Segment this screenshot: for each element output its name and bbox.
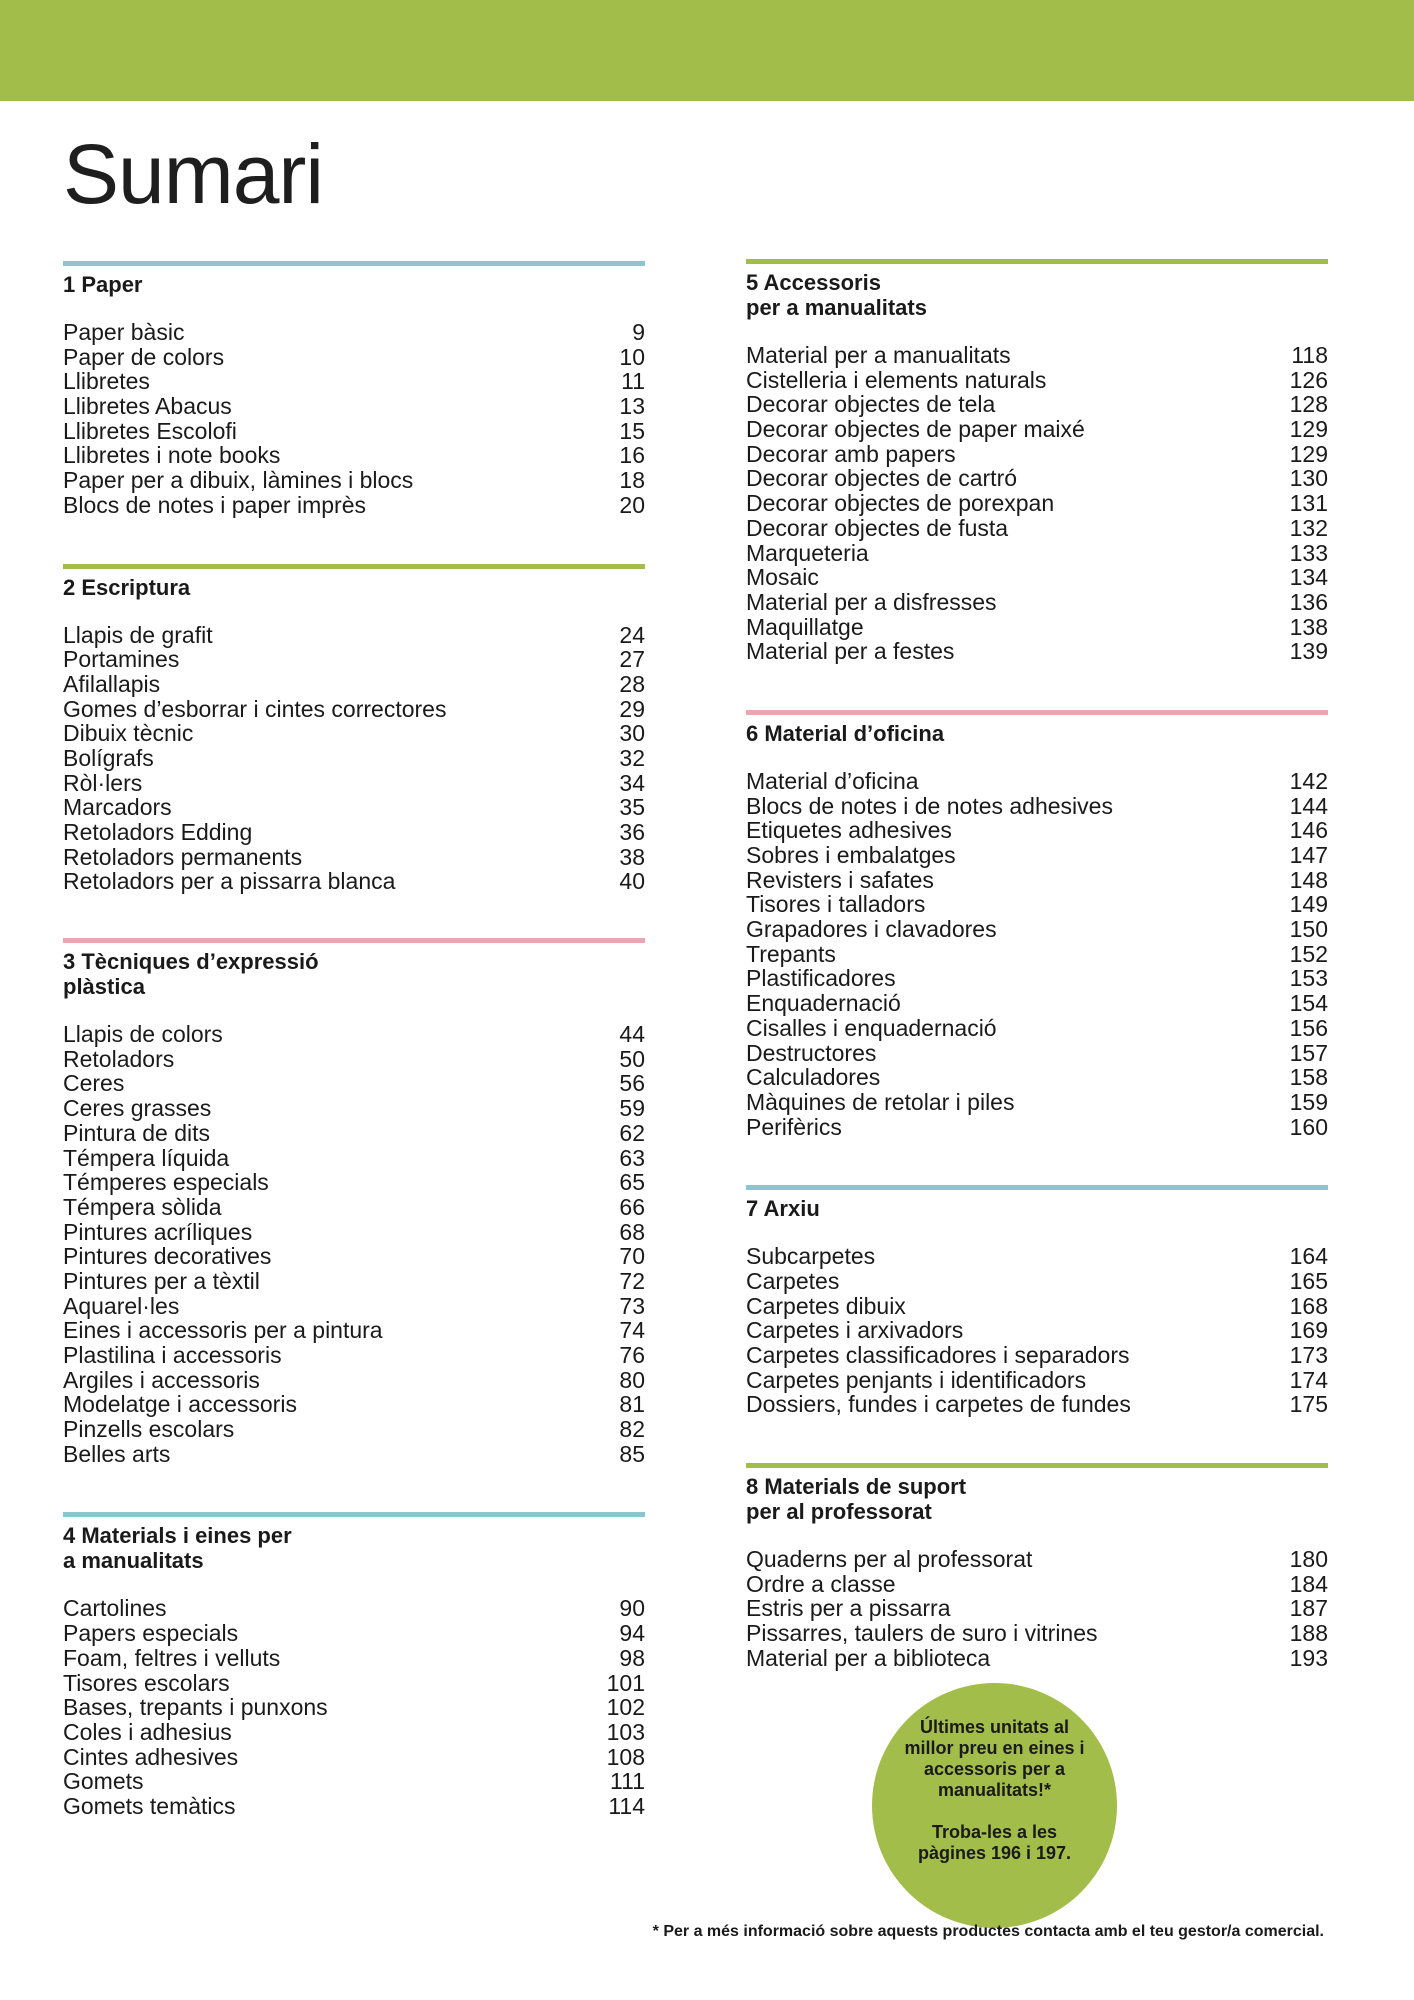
toc-entry[interactable] xyxy=(63,1071,645,1096)
toc-entry-label: Trepants xyxy=(746,940,836,967)
toc-entry-label: Afilallapis xyxy=(63,670,161,697)
toc-entry[interactable] xyxy=(746,417,1328,442)
toc-entry-label: Retoladors xyxy=(63,1045,175,1072)
toc-entry-label: Ceres grasses xyxy=(63,1095,212,1122)
toc-entry-label: Decorar objectes de paper maixé xyxy=(746,416,1085,443)
toc-entry-label: Llibretes xyxy=(63,368,150,395)
toc-entry[interactable] xyxy=(746,1392,1328,1417)
toc-entry-label: Decorar objectes de porexpan xyxy=(746,490,1055,517)
toc-entry-page: 129 xyxy=(1289,440,1328,467)
toc-entry-label: Plastilina i accessoris xyxy=(63,1342,282,1368)
toc-entry-label: Enquadernació xyxy=(746,990,901,1017)
toc-entry-page: 108 xyxy=(606,1743,645,1770)
toc-entry-label: Carpetes penjants i identificadors xyxy=(746,1366,1087,1393)
toc-entry-label: Dossiers, fundes i carpetes de fundes xyxy=(746,1391,1131,1418)
toc-entry-page: 30 xyxy=(619,720,645,747)
toc-entry[interactable] xyxy=(746,442,1328,467)
toc-entry-label: Marqueteria xyxy=(746,539,869,566)
toc-entry[interactable] xyxy=(746,794,1328,819)
toc-entry-label: Bases, trepants i punxons xyxy=(63,1694,328,1721)
toc-entry[interactable] xyxy=(63,1794,645,1819)
toc-entry-page: 153 xyxy=(1289,965,1328,992)
toc-entry-page: 136 xyxy=(1289,588,1328,615)
toc-entry[interactable] xyxy=(746,1621,1328,1646)
toc-entry-page: 44 xyxy=(619,1021,645,1048)
toc-entry-label: Portamines xyxy=(63,646,180,673)
toc-entry-label: Retoladors permanents xyxy=(63,843,303,870)
toc-entry[interactable] xyxy=(746,1596,1328,1621)
toc-entry[interactable] xyxy=(63,1269,645,1294)
toc-entry-page: 129 xyxy=(1289,416,1328,443)
toc-column-right xyxy=(746,259,1328,1671)
toc-entry-page: 73 xyxy=(619,1292,645,1319)
section-title: 1 Paper xyxy=(63,272,143,297)
toc-entry-page: 65 xyxy=(619,1169,645,1196)
toc-entry-label: Pintures decoratives xyxy=(63,1243,272,1270)
toc-entry[interactable] xyxy=(746,516,1328,541)
section-divider xyxy=(746,1185,1328,1190)
toc-entry[interactable] xyxy=(63,1417,645,1442)
toc-entry[interactable] xyxy=(746,466,1328,491)
toc-entry-page: 175 xyxy=(1289,1391,1328,1418)
toc-entry[interactable] xyxy=(63,1318,645,1343)
toc-section xyxy=(746,259,1328,664)
toc-entry-label: Estris per a pissarra xyxy=(746,1595,951,1622)
toc-entry-page: 146 xyxy=(1289,817,1328,844)
toc-entry-page: 168 xyxy=(1289,1292,1328,1319)
toc-entry-page: 148 xyxy=(1289,866,1328,893)
toc-entry[interactable] xyxy=(746,1547,1328,1572)
toc-entry-page: 9 xyxy=(632,319,645,345)
toc-entry-label: Llapis de grafit xyxy=(63,621,213,648)
toc-entry-label: Decorar amb papers xyxy=(746,440,956,467)
promo-badge-pages: Troba-les a les pàgines 196 i 197. xyxy=(917,1822,1072,1863)
toc-entry-page: 118 xyxy=(1291,342,1328,368)
toc-entry-list xyxy=(63,1596,645,1818)
toc-entry-label: Carpetes xyxy=(746,1267,840,1294)
toc-entry[interactable] xyxy=(63,1769,645,1794)
toc-entry-label: Aquarel·les xyxy=(63,1292,180,1319)
toc-section xyxy=(746,710,1328,1139)
toc-entry-page: 159 xyxy=(1289,1088,1328,1115)
toc-section xyxy=(63,1512,645,1818)
toc-entry-label: Gomes d’esborrar i cintes correctores xyxy=(63,695,447,722)
toc-entry-label: Llibretes Abacus xyxy=(63,393,232,420)
toc-entry-label: Etiquetes adhesives xyxy=(746,817,952,844)
toc-entry-label: Cistelleria i elements naturals xyxy=(746,366,1047,393)
toc-entry-label: Coles i adhesius xyxy=(63,1718,232,1745)
toc-entry[interactable] xyxy=(746,991,1328,1016)
toc-entry-label: Destructores xyxy=(746,1039,877,1066)
toc-entry-label: Témpera líquida xyxy=(63,1144,230,1171)
toc-entry-label: Pinzells escolars xyxy=(63,1416,235,1443)
toc-entry-label: Cisalles i enquadernació xyxy=(746,1014,997,1041)
section-divider xyxy=(746,1463,1328,1468)
toc-entry-page: 165 xyxy=(1289,1267,1328,1294)
toc-column-left xyxy=(63,261,645,1819)
toc-entry[interactable] xyxy=(63,1294,645,1319)
toc-entry-page: 56 xyxy=(619,1070,645,1097)
toc-entry-page: 157 xyxy=(1289,1039,1328,1066)
toc-entry-page: 66 xyxy=(619,1193,645,1220)
toc-entry-label: Foam, feltres i velluts xyxy=(63,1644,281,1671)
toc-entry-page: 29 xyxy=(619,695,645,722)
toc-entry[interactable] xyxy=(746,1115,1328,1140)
toc-entry[interactable] xyxy=(746,1294,1328,1319)
toc-entry-label: Plastificadores xyxy=(746,965,896,992)
toc-section xyxy=(63,938,645,1466)
toc-entry[interactable] xyxy=(746,1041,1328,1066)
toc-entry-label: Blocs de notes i paper imprès xyxy=(63,491,366,518)
toc-entry-label: Maquillatge xyxy=(746,613,864,640)
toc-entry-page: 184 xyxy=(1289,1570,1328,1597)
toc-section xyxy=(746,1185,1328,1417)
toc-entry-label: Carpetes classificadores i separadors xyxy=(746,1342,1130,1368)
toc-entry[interactable] xyxy=(746,392,1328,417)
toc-entry-label: Bolígrafs xyxy=(63,744,154,771)
toc-entry[interactable] xyxy=(63,1121,645,1146)
toc-entry-list xyxy=(746,343,1328,664)
toc-entry-label: Material per a manualitats xyxy=(746,342,1011,368)
toc-entry-page: 59 xyxy=(619,1095,645,1122)
toc-entry[interactable] xyxy=(746,1244,1328,1269)
toc-entry-label: Gomets temàtics xyxy=(63,1792,236,1819)
toc-entry[interactable] xyxy=(63,1720,645,1745)
toc-entry-page: 152 xyxy=(1289,940,1328,967)
toc-entry[interactable] xyxy=(63,1146,645,1171)
toc-entry-page: 76 xyxy=(619,1342,645,1368)
toc-entry-label: Argiles i accessoris xyxy=(63,1366,260,1393)
toc-entry[interactable] xyxy=(746,942,1328,967)
toc-entry[interactable] xyxy=(746,1572,1328,1597)
toc-entry[interactable] xyxy=(746,868,1328,893)
toc-section xyxy=(746,1463,1328,1670)
toc-entry-label: Decorar objectes de fusta xyxy=(746,514,1009,541)
section-title: 8 Materials de suport per al professorat xyxy=(746,1474,967,1525)
toc-entry-page: 28 xyxy=(619,670,645,697)
toc-entry-page: 142 xyxy=(1289,767,1328,794)
toc-entry-label: Tisores escolars xyxy=(63,1669,230,1696)
toc-entry-page: 13 xyxy=(619,393,645,420)
toc-entry-page: 74 xyxy=(619,1317,645,1344)
toc-entry-page: 193 xyxy=(1289,1644,1328,1671)
section-divider xyxy=(63,1512,645,1517)
toc-entry-page: 70 xyxy=(619,1243,645,1270)
section-title: 6 Material d’oficina xyxy=(746,720,945,746)
toc-entry[interactable] xyxy=(63,1022,645,1047)
toc-entry[interactable] xyxy=(63,1671,645,1696)
toc-entry-label: Subcarpetes xyxy=(746,1243,876,1270)
footnote: * Per a més informació sobre aquests productes contacta amb el teu gestor/a comercial. xyxy=(652,1923,1324,1940)
toc-entry[interactable] xyxy=(63,1195,645,1220)
toc-entry-label: Ròl·lers xyxy=(63,769,143,796)
toc-entry-page: 27 xyxy=(619,646,645,673)
toc-entry-label: Paper per a dibuix, làmines i blocs xyxy=(63,467,414,494)
toc-entry-page: 36 xyxy=(619,819,645,845)
toc-entry-page: 134 xyxy=(1289,564,1328,591)
toc-entry[interactable] xyxy=(746,639,1328,664)
section-title: 3 Tècniques d’expressió plàstica xyxy=(63,949,319,1000)
toc-entry-list xyxy=(63,1022,645,1466)
toc-entry-label: Cartolines xyxy=(63,1595,167,1622)
toc-entry-page: 24 xyxy=(619,621,645,648)
toc-entry[interactable] xyxy=(746,1368,1328,1393)
section-divider xyxy=(63,261,645,266)
toc-entry-page: 187 xyxy=(1289,1595,1328,1622)
toc-entry-page: 32 xyxy=(619,744,645,771)
toc-entry-page: 131 xyxy=(1289,490,1328,517)
toc-entry[interactable] xyxy=(63,1170,645,1195)
toc-entry-page: 149 xyxy=(1289,891,1328,918)
toc-entry-label: Tisores i talladors xyxy=(746,891,926,918)
toc-entry[interactable] xyxy=(746,1065,1328,1090)
toc-entry-list xyxy=(746,769,1328,1139)
toc-entry[interactable] xyxy=(63,1695,645,1720)
toc-entry[interactable] xyxy=(63,1047,645,1072)
toc-entry-label: Ceres xyxy=(63,1070,125,1097)
toc-entry-label: Marcadors xyxy=(63,794,172,821)
toc-entry-page: 150 xyxy=(1289,916,1328,943)
toc-entry-page: 94 xyxy=(619,1620,645,1647)
toc-entry[interactable] xyxy=(746,1090,1328,1115)
toc-entry[interactable] xyxy=(63,468,645,493)
toc-entry-page: 35 xyxy=(619,794,645,821)
toc-entry-page: 10 xyxy=(619,343,645,370)
page-title: Sumari xyxy=(63,127,324,221)
toc-entry-page: 139 xyxy=(1289,638,1328,665)
toc-entry-page: 180 xyxy=(1289,1546,1328,1573)
toc-entry-list xyxy=(746,1547,1328,1670)
toc-entry-page: 126 xyxy=(1289,366,1328,393)
toc-entry[interactable] xyxy=(63,419,645,444)
toc-entry[interactable] xyxy=(63,820,645,845)
toc-entry-page: 102 xyxy=(606,1694,645,1721)
toc-entry-page: 98 xyxy=(619,1644,645,1671)
toc-entry[interactable] xyxy=(746,565,1328,590)
toc-entry-label: Grapadores i clavadores xyxy=(746,916,997,943)
toc-entry[interactable] xyxy=(63,795,645,820)
section-title: 2 Escriptura xyxy=(63,574,191,600)
toc-entry[interactable] xyxy=(63,771,645,796)
toc-entry[interactable] xyxy=(63,647,645,672)
toc-entry-label: Pintures per a tèxtil xyxy=(63,1267,260,1294)
toc-entry[interactable] xyxy=(746,769,1328,794)
toc-entry[interactable] xyxy=(63,697,645,722)
toc-entry[interactable] xyxy=(63,1596,645,1621)
toc-entry[interactable] xyxy=(746,1016,1328,1041)
toc-entry-label: Témpera sòlida xyxy=(63,1193,222,1220)
toc-entry-label: Calculadores xyxy=(746,1064,881,1091)
toc-entry[interactable] xyxy=(746,1343,1328,1368)
toc-entry-label: Ordre a classe xyxy=(746,1570,896,1597)
toc-entry-page: 138 xyxy=(1289,613,1328,640)
toc-entry-list xyxy=(746,1244,1328,1417)
toc-entry-label: Màquines de retolar i piles xyxy=(746,1088,1015,1115)
section-title: 4 Materials i eines per a manualitats xyxy=(63,1523,292,1574)
toc-entry-label: Dibuix tècnic xyxy=(63,720,194,747)
toc-entry[interactable] xyxy=(746,843,1328,868)
toc-entry[interactable] xyxy=(746,1269,1328,1294)
toc-entry[interactable] xyxy=(746,1318,1328,1343)
toc-entry-page: 81 xyxy=(619,1391,645,1418)
toc-entry[interactable] xyxy=(746,368,1328,393)
toc-entry[interactable] xyxy=(63,320,645,345)
toc-entry-label: Belles arts xyxy=(63,1440,171,1467)
toc-entry-page: 80 xyxy=(619,1366,645,1393)
toc-entry-page: 50 xyxy=(619,1045,645,1072)
toc-entry-label: Llibretes Escolofi xyxy=(63,417,237,444)
toc-entry[interactable] xyxy=(63,1646,645,1671)
toc-entry-label: Eines i accessoris per a pintura xyxy=(63,1317,383,1344)
toc-entry[interactable] xyxy=(746,818,1328,843)
toc-entry-label: Retoladors per a pissarra blanca xyxy=(63,868,396,895)
toc-entry-page: 103 xyxy=(606,1718,645,1745)
toc-entry-label: Pintures acríliques xyxy=(63,1218,253,1245)
toc-entry[interactable] xyxy=(63,443,645,468)
toc-entry-page: 68 xyxy=(619,1218,645,1245)
header-color-band xyxy=(0,0,1414,101)
toc-entry[interactable] xyxy=(746,491,1328,516)
toc-entry-page: 158 xyxy=(1289,1064,1328,1091)
toc-entry-page: 63 xyxy=(619,1144,645,1171)
toc-entry[interactable] xyxy=(63,1442,645,1467)
toc-entry-page: 16 xyxy=(619,442,645,469)
toc-entry-page: 40 xyxy=(619,868,645,895)
toc-entry[interactable] xyxy=(63,721,645,746)
section-divider xyxy=(746,259,1328,264)
toc-section xyxy=(63,261,645,518)
toc-section xyxy=(63,564,645,895)
toc-entry-label: Llibretes i note books xyxy=(63,442,281,469)
toc-entry-label: Retoladors Edding xyxy=(63,819,253,845)
toc-entry-label: Mosaic xyxy=(746,564,819,591)
toc-entry-page: 20 xyxy=(619,491,645,518)
toc-entry[interactable] xyxy=(63,493,645,518)
toc-entry-label: Perifèrics xyxy=(746,1113,842,1140)
toc-entry-label: Llapis de colors xyxy=(63,1021,223,1048)
toc-entry-label: Paper de colors xyxy=(63,343,225,370)
toc-entry[interactable] xyxy=(63,869,645,894)
toc-entry[interactable] xyxy=(63,1244,645,1269)
toc-entry-page: 133 xyxy=(1289,539,1328,566)
toc-entry-page: 72 xyxy=(619,1267,645,1294)
toc-entry-page: 18 xyxy=(619,467,645,494)
toc-entry[interactable] xyxy=(746,1646,1328,1671)
toc-entry-page: 111 xyxy=(610,1768,645,1795)
toc-entry-page: 173 xyxy=(1289,1342,1328,1368)
toc-entry-label: Blocs de notes i de notes adhesives xyxy=(746,792,1113,819)
toc-entry-page: 132 xyxy=(1289,514,1328,541)
toc-entry-page: 164 xyxy=(1289,1243,1328,1270)
toc-entry[interactable] xyxy=(746,917,1328,942)
toc-entry[interactable] xyxy=(746,343,1328,368)
toc-entry[interactable] xyxy=(746,615,1328,640)
toc-entry-page: 82 xyxy=(619,1416,645,1443)
toc-entry[interactable] xyxy=(63,369,645,394)
toc-entry-label: Sobres i embalatges xyxy=(746,842,956,868)
toc-entry-page: 34 xyxy=(619,769,645,796)
toc-entry-page: 101 xyxy=(606,1669,645,1696)
section-divider xyxy=(63,938,645,943)
toc-entry-label: Carpetes dibuix xyxy=(746,1292,906,1319)
toc-entry-label: Quaderns per al professorat xyxy=(746,1546,1033,1573)
toc-entry-page: 156 xyxy=(1289,1014,1328,1041)
toc-entry-list xyxy=(63,623,645,895)
toc-entry-label: Pintura de dits xyxy=(63,1119,211,1146)
toc-entry-page: 114 xyxy=(608,1792,645,1819)
section-title: 5 Accessoris per a manualitats xyxy=(746,270,927,320)
toc-entry-label: Modelatge i accessoris xyxy=(63,1391,297,1418)
section-divider xyxy=(746,710,1328,715)
toc-entry[interactable] xyxy=(63,1621,645,1646)
section-title: 7 Arxiu xyxy=(746,1196,820,1222)
section-divider xyxy=(63,564,645,569)
toc-entry-label: Pissarres, taulers de suro i vitrines xyxy=(746,1620,1098,1647)
toc-entry-page: 188 xyxy=(1289,1620,1328,1647)
toc-entry-label: Decorar objectes de tela xyxy=(746,391,996,418)
toc-entry-label: Cintes adhesives xyxy=(63,1743,239,1770)
toc-entry[interactable] xyxy=(63,746,645,771)
toc-entry-page: 11 xyxy=(621,368,645,395)
toc-entry[interactable] xyxy=(63,845,645,870)
toc-entry[interactable] xyxy=(63,623,645,648)
toc-entry-page: 128 xyxy=(1289,391,1328,418)
toc-entry-label: Carpetes i arxivadors xyxy=(746,1317,964,1344)
toc-entry[interactable] xyxy=(63,394,645,419)
toc-entry-label: Papers especials xyxy=(63,1620,239,1647)
toc-entry[interactable] xyxy=(746,966,1328,991)
toc-entry[interactable] xyxy=(63,345,645,370)
toc-entry-page: 90 xyxy=(619,1595,645,1622)
toc-entry-label: Material per a biblioteca xyxy=(746,1644,991,1671)
toc-entry-label: Material per a disfresses xyxy=(746,588,997,615)
toc-entry[interactable] xyxy=(63,1368,645,1393)
toc-entry-page: 160 xyxy=(1289,1113,1328,1140)
toc-entry-label: Revisters i safates xyxy=(746,866,934,893)
toc-entry-page: 15 xyxy=(619,417,645,444)
toc-entry[interactable] xyxy=(746,892,1328,917)
toc-entry[interactable] xyxy=(746,590,1328,615)
toc-entry-label: Paper bàsic xyxy=(63,319,185,345)
toc-entry-page: 38 xyxy=(619,843,645,870)
toc-entry-page: 147 xyxy=(1289,842,1328,868)
toc-entry-label: Decorar objectes de cartró xyxy=(746,465,1018,492)
toc-entry[interactable] xyxy=(63,1220,645,1245)
promo-badge xyxy=(872,1683,1117,1928)
toc-entry-page: 169 xyxy=(1289,1317,1328,1344)
toc-entry-page: 85 xyxy=(619,1440,645,1467)
toc-entry[interactable] xyxy=(63,1745,645,1770)
promo-badge-text: Últimes unitats al millor preu en eines i accessoris per a manualitats!* xyxy=(904,1717,1085,1800)
toc-entry-page: 130 xyxy=(1289,465,1328,492)
toc-entry-list xyxy=(63,320,645,518)
toc-entry[interactable] xyxy=(746,541,1328,566)
toc-entry[interactable] xyxy=(63,1343,645,1368)
toc-entry-page: 174 xyxy=(1289,1366,1328,1393)
toc-entry[interactable] xyxy=(63,1392,645,1417)
toc-entry-page: 62 xyxy=(619,1119,645,1146)
toc-entry[interactable] xyxy=(63,672,645,697)
toc-entry-page: 144 xyxy=(1289,792,1328,819)
toc-entry-page: 154 xyxy=(1289,990,1328,1017)
toc-entry-label: Témperes especials xyxy=(63,1169,269,1196)
toc-entry[interactable] xyxy=(63,1096,645,1121)
toc-entry-label: Material per a festes xyxy=(746,638,955,665)
toc-entry-label: Material d’oficina xyxy=(746,767,919,794)
toc-entry-label: Gomets xyxy=(63,1768,144,1795)
